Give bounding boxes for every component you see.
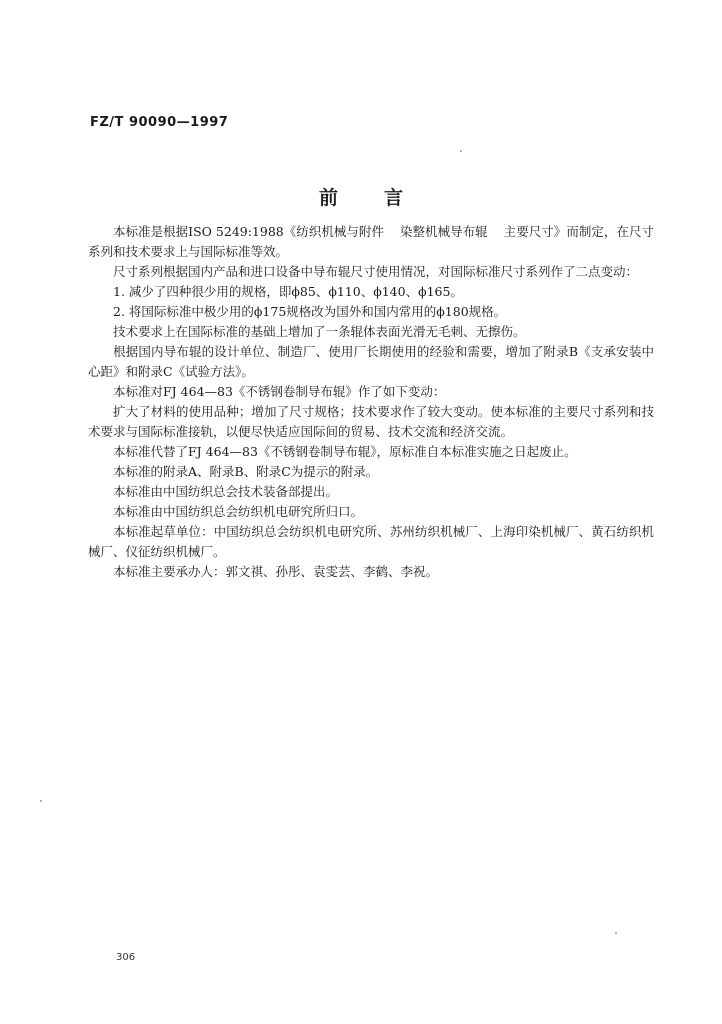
paragraph: 本标准起草单位：中国纺织总会纺织机电研究所、苏州纺织机械厂、上海印染机械厂、黄石纺织机械厂、仪征纺织机械厂。	[88, 524, 654, 559]
paragraph: 扩大了材料的使用品种；增加了尺寸规格；技术要求作了较大变动。使本标准的主要尺寸系列和技术要求与国际标准接轨，以便尽快适应国际间的贸易、技术交流和经济交流。	[88, 404, 654, 439]
standard-code: FZ/T 90090—1997	[90, 115, 229, 130]
page-number: 306	[116, 952, 136, 963]
paragraph: 尺寸系列根据国内产品和进口设备中导布辊尺寸使用情况，对国际标准尺寸系列作了二点变动：	[113, 264, 639, 279]
page-title: 前言	[318, 187, 449, 209]
paragraph: 2. 将国际标准中极少用的ϕ175规格改为国外和国内常用的ϕ180规格。	[113, 304, 507, 319]
foreword-body	[88, 222, 654, 582]
paragraph: 本标准是根据ISO 5249:1988《纺织机械与附件 染整机械导布辊 主要尺寸》而制定，在尺寸系列和技术要求上与国际标准等效。	[88, 224, 654, 259]
paragraph: 本标准代替了FJ 464—83《不锈钢卷制导布辊》，原标准自本标准实施之日起废止。	[113, 444, 577, 459]
paragraph: 本标准的附录A、附录B、附录C为提示的附录。	[113, 464, 379, 479]
paragraph: 本标准由中国纺织总会纺织机电研究所归口。	[113, 504, 364, 519]
scan-speck	[615, 932, 617, 934]
paragraph: 根据国内导布辊的设计单位、制造厂、使用厂长期使用的经验和需要，增加了附录B《支承安装中心距》和附录C《试验方法》。	[88, 344, 654, 379]
paragraph: 本标准由中国纺织总会技术装备部提出。	[113, 484, 339, 499]
paragraph: 本标准对FJ 464—83《不锈钢卷制导布辊》作了如下变动：	[113, 384, 446, 399]
scan-speck	[40, 800, 42, 802]
scan-speck	[460, 150, 462, 152]
paragraph: 1. 减少了四种很少用的规格，即ϕ85、ϕ110、ϕ140、ϕ165。	[113, 284, 463, 299]
paragraph: 技术要求上在国际标准的基础上增加了一条辊体表面光滑无毛刺、无擦伤。	[113, 324, 526, 339]
paragraph: 本标准主要承办人：郭文祺、孙彤、袁雯芸、李鹤、李祝。	[113, 564, 439, 579]
